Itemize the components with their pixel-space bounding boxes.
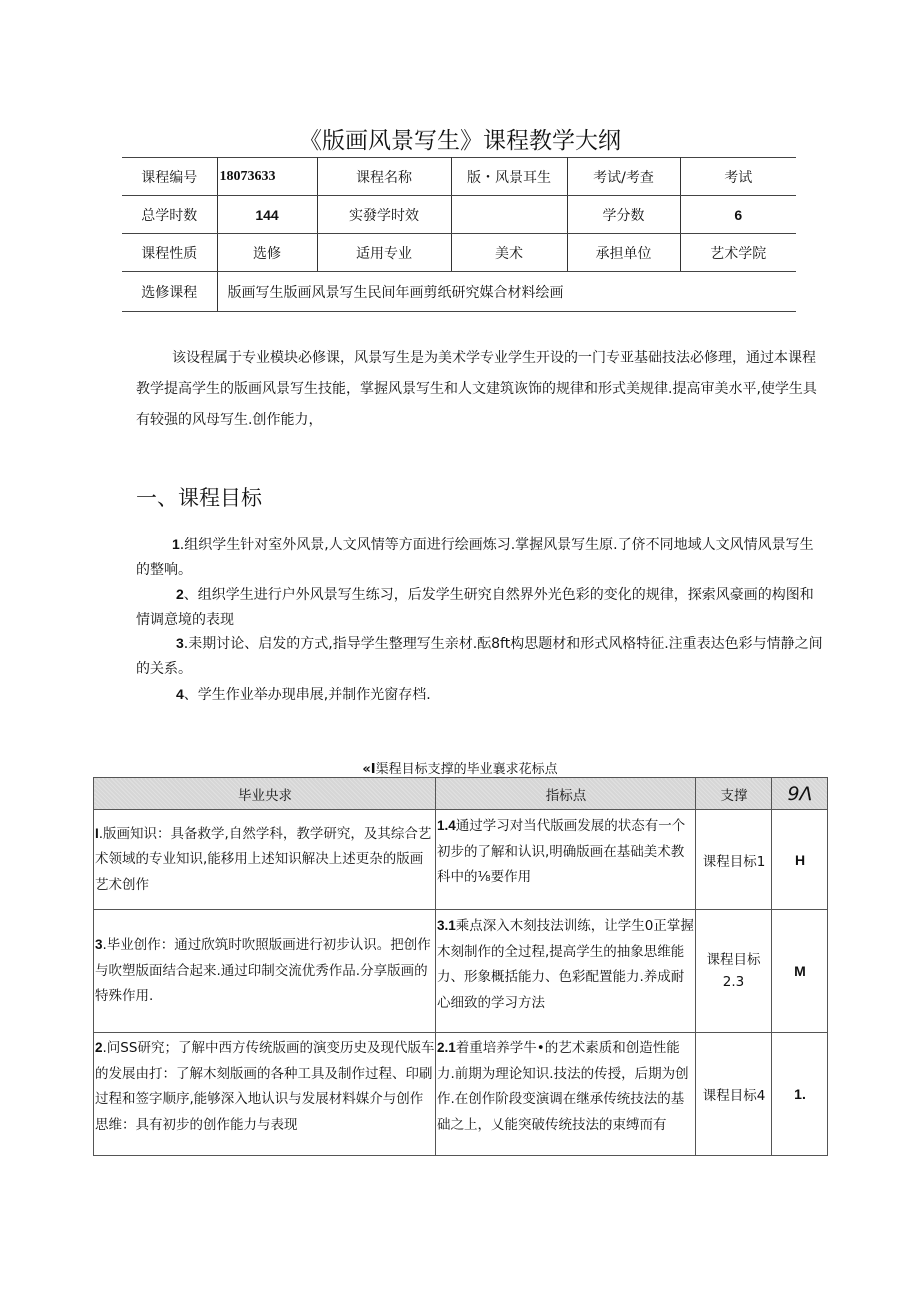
requirement-cell: I.版画知识：具备救学,自然学科，教学研究，及其综合艺术领域的专业知识,能移用上述知识解决上述更杂的版画艺术创作 xyxy=(94,810,436,910)
label-course-name: 课程名称 xyxy=(317,158,451,196)
goal-item-1: 1.组织学生针对室外风景,人文风情等方面进行绘画炼习.掌握风景写生原.了侪不同地域人文风情风景写生的整响。 xyxy=(136,536,814,578)
value-assessment: 考试 xyxy=(680,158,796,196)
goal-item-2: 2、组织学生进行户外风景写生练习，后发学生研究自然界外光色彩的变化的规律，探索风豪画的构图和情调意境的表现 xyxy=(136,586,814,628)
label-course-type: 课程性质 xyxy=(122,234,217,272)
table-row xyxy=(94,810,828,910)
support-cell: 课程目标 2.3 xyxy=(696,910,772,1033)
table-header-row xyxy=(94,778,828,810)
label-assessment: 考试/考查 xyxy=(567,158,680,196)
value-course-type: 选修 xyxy=(217,234,317,272)
intro-text: 该设程属于专业模块必修课，风景写生是为美术学专业学生开设的一门专亚基础技法必修理，通过本课程教学提高学生的版画风景写生技能，掌握风景写生和人文建筑诙饰的规律和形式美规律.提高审美水平,使学生具有较强的风母写生.创作能力， xyxy=(136,350,817,428)
info-row-3 xyxy=(122,234,796,272)
header-requirement: 毕业央求 xyxy=(94,778,436,810)
table-caption: «I渠程目标支撑的毕业襄求花标点 xyxy=(362,762,558,777)
table-row xyxy=(94,1033,828,1156)
requirement-cell: 3.毕业创作：通过欣筑时吹照版画进行初步认识。把创作与吹塑版面结合起来.通过印制交流优秀作品.分享版画的特殊作用. xyxy=(94,910,436,1033)
value-major: 美术 xyxy=(451,234,567,272)
support-cell: 课程目标1 xyxy=(696,810,772,910)
goal-item-4: 4、学生作业举办现串展,并制作光窗存档. xyxy=(176,686,431,703)
table-row xyxy=(94,910,828,1033)
value-department: 艺术学院 xyxy=(680,234,796,272)
value-course-name: 版・风景耳生 xyxy=(451,158,567,196)
section-heading-course-goals: 一、课程目标 xyxy=(136,486,262,510)
info-row-2 xyxy=(122,196,796,234)
label-major: 适用专业 xyxy=(317,234,451,272)
header-support: 支撑 xyxy=(696,778,772,810)
goal-item-3: 3.耒期讨论、启发的方式,指导学生整理写生亲材.酝8ft构思题材和形式风格特征.注重表达色彩与情静之间的关系。 xyxy=(136,635,823,677)
header-level: 9Λ xyxy=(772,778,828,810)
value-credits: 6 xyxy=(680,196,796,234)
info-row-4 xyxy=(122,272,796,312)
indicator-cell: 3.1乘点深入木刻技法训练，让学生0正掌握木刻制作的全过程,提高学生的抽象思维能力、形象概括能力、色彩配置能力.养成耐心细致的学习方法 xyxy=(436,910,696,1033)
course-info-table xyxy=(122,157,796,312)
value-total-hours: 144 xyxy=(217,196,317,234)
value-course-code: 18073633 xyxy=(217,158,317,196)
intro-paragraph xyxy=(136,343,826,436)
document-title: 《版画风景写生》课程教学大纲 xyxy=(299,128,621,154)
level-cell: M xyxy=(772,910,828,1033)
label-credits: 学分数 xyxy=(567,196,680,234)
info-row-1 xyxy=(122,158,796,196)
label-total-hours: 总学时数 xyxy=(122,196,217,234)
label-elective-courses: 选修课程 xyxy=(122,272,217,312)
level-cell: H xyxy=(772,810,828,910)
indicator-cell: 2.1着重培养学牛•的艺术素质和创造性能力.前期为理论知识.技法的传授，后期为创作.在创作阶段变演调在继承传统技法的基础之上，乂能突破传统技法的束缚而有 xyxy=(436,1033,696,1156)
graduation-requirements-table xyxy=(93,777,828,1156)
level-cell: 1. xyxy=(772,1033,828,1156)
header-indicator: 指标点 xyxy=(436,778,696,810)
label-department: 承担单位 xyxy=(567,234,680,272)
value-lab-hours xyxy=(451,196,567,234)
support-cell: 课程目标4 xyxy=(696,1033,772,1156)
label-course-code: 课程编号 xyxy=(122,158,217,196)
requirement-cell: 2.问SS研究；了解中西方传统版画的演变历史及现代版车的发展由打：了解木刻版画的各种工具及制作过程、印刷过程和签字顺序,能够深入地认识与发展材料媒介与创作思维：具有初步的创作能力与表现 xyxy=(94,1033,436,1156)
indicator-cell: 1.4通过学习对当代版画发展的状态有一个初步的了解和认识,明确版画在基础美术教科中的⅛要作用 xyxy=(436,810,696,910)
label-lab-hours: 实發学时效 xyxy=(317,196,451,234)
value-elective-courses: 版画写生版画风景写生民间年画剪纸研究媒合材料绘画 xyxy=(217,272,796,312)
